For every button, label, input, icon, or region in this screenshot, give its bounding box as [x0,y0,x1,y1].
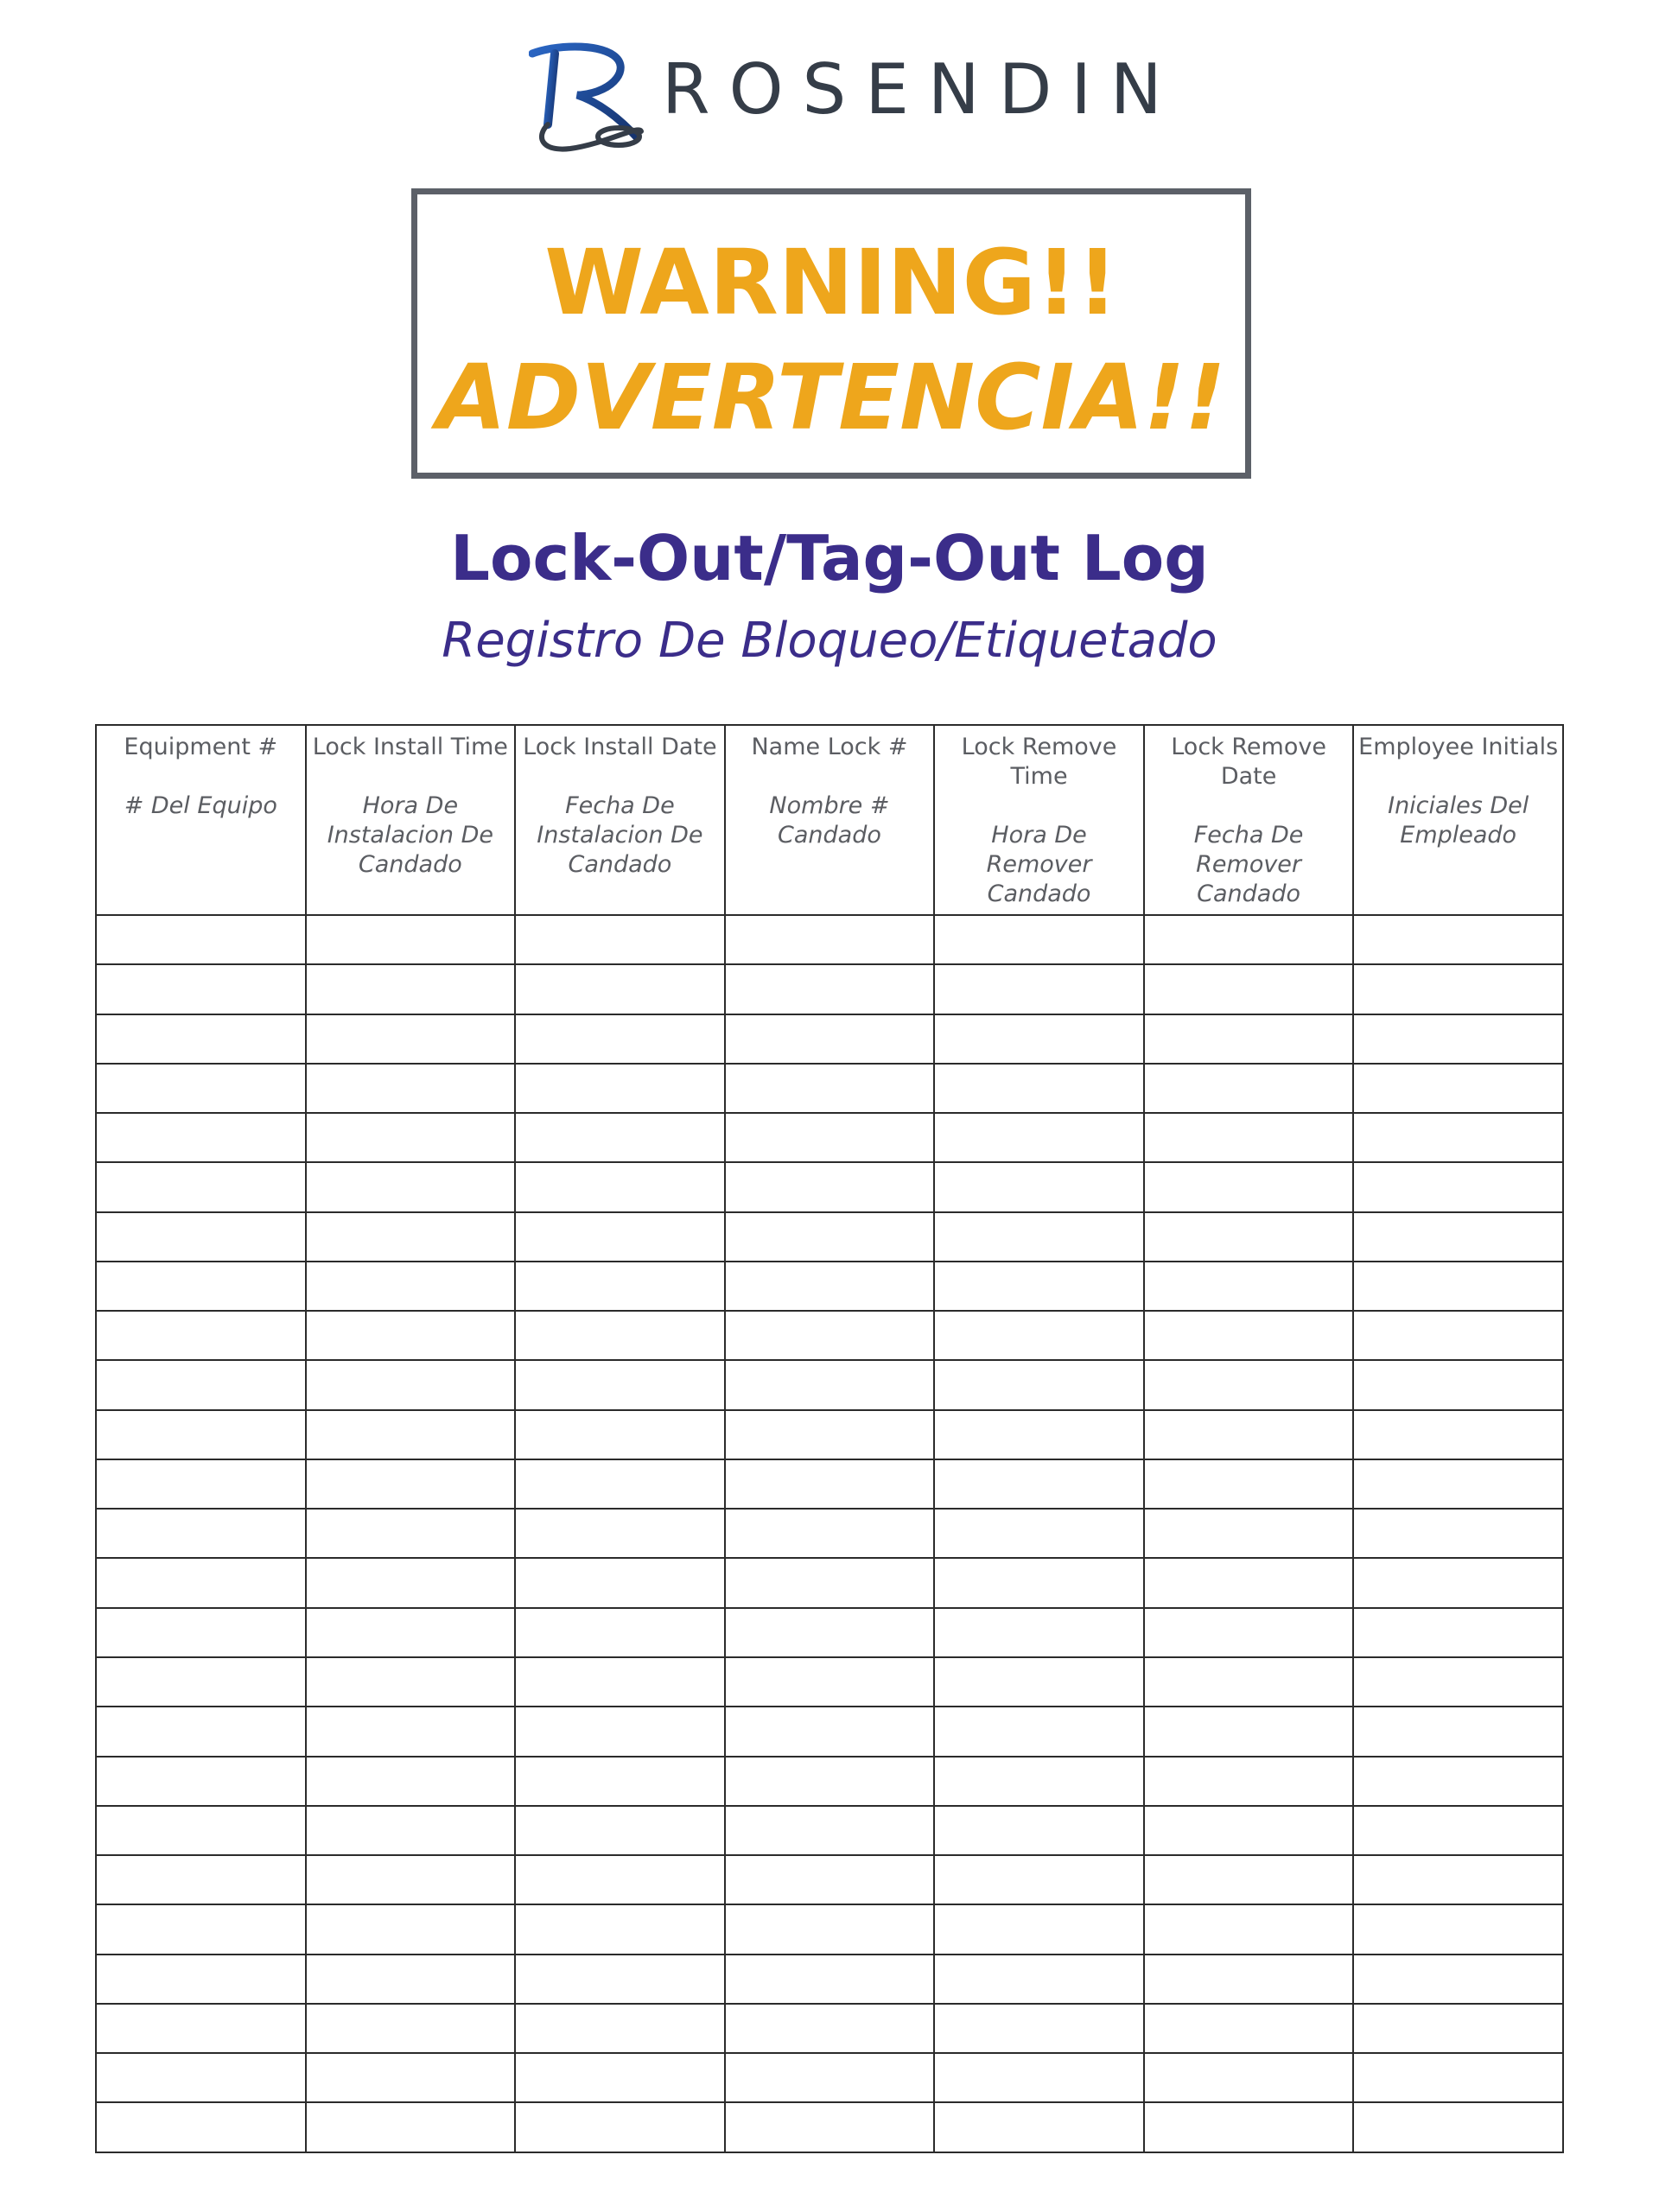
table-cell[interactable] [1144,1212,1354,1262]
column-header-label-spanish: Nombre # Candado [769,792,890,849]
table-cell[interactable] [934,1459,1144,1509]
table-row [96,1064,1563,1113]
table-cell[interactable] [306,1410,516,1459]
table-cell[interactable] [96,1657,306,1707]
table-cell[interactable] [1144,1064,1354,1113]
column-header-label-spanish: Iniciales Del Empleado [1388,792,1529,849]
table-cell[interactable] [306,1014,516,1064]
column-header-lock-remove-date [1144,725,1354,915]
table-cell[interactable] [725,1657,935,1707]
table-cell[interactable] [725,2102,935,2152]
table-cell[interactable] [725,1558,935,1607]
brand-wordmark: ROSENDIN [662,49,1181,130]
table-cell[interactable] [934,1608,1144,1657]
table-cell[interactable] [96,1855,306,1904]
table-cell[interactable] [934,964,1144,1014]
table-cell[interactable] [934,1262,1144,1311]
table-cell[interactable] [725,1410,935,1459]
column-header-label: Lock Install Date [523,734,717,760]
column-header-name-lock [725,725,935,915]
table-cell[interactable] [934,1904,1144,1954]
table-cell[interactable] [934,1657,1144,1707]
page-subtitle-spanish: Registro De Bloqueo/Etiquetado [442,613,1217,669]
table-cell[interactable] [725,1064,935,1113]
table-header-row [96,725,1563,915]
table-cell[interactable] [96,1509,306,1558]
table-row [96,2004,1563,2053]
warning-heading: WARNING!! [544,230,1118,335]
table-cell[interactable] [96,1410,306,1459]
table-cell[interactable] [515,1014,725,1064]
table-cell[interactable] [96,1014,306,1064]
table-cell[interactable] [1353,1064,1563,1113]
table-cell[interactable] [934,1311,1144,1360]
table-cell[interactable] [1353,1410,1563,1459]
table-cell[interactable] [1144,1014,1354,1064]
column-header-label: Equipment # [124,734,278,760]
table-cell[interactable] [1144,1608,1354,1657]
column-header-label-spanish: Fecha De Remover Candado [1193,822,1304,907]
table-cell[interactable] [1353,1311,1563,1360]
table-cell[interactable] [1144,915,1354,964]
table-row [96,1657,1563,1707]
table-row [96,964,1563,1014]
table-row [96,1558,1563,1607]
table-cell[interactable] [1353,1657,1563,1707]
table-body [96,915,1563,2152]
table-cell[interactable] [306,2053,516,2102]
table-cell[interactable] [1144,1459,1354,1509]
page-title: Lock-Out/Tag-Out Log [450,522,1209,594]
table-cell[interactable] [515,1459,725,1509]
table-cell[interactable] [96,1904,306,1954]
table-cell[interactable] [725,1608,935,1657]
table-cell[interactable] [1144,1262,1354,1311]
table-row [96,1459,1563,1509]
table-cell[interactable] [96,1311,306,1360]
table-cell[interactable] [515,1855,725,1904]
table-cell[interactable] [1353,1459,1563,1509]
table-row [96,1212,1563,1262]
table-cell[interactable] [1144,1113,1354,1162]
table-cell[interactable] [725,1360,935,1409]
table-cell[interactable] [1144,1955,1354,2004]
brand-logo [0,35,1659,156]
table-cell[interactable] [306,1707,516,1756]
table-cell[interactable] [96,1360,306,1409]
table-cell[interactable] [1353,1608,1563,1657]
table-cell[interactable] [725,1311,935,1360]
table-cell[interactable] [1144,2004,1354,2053]
table-cell[interactable] [1353,915,1563,964]
table-cell[interactable] [725,1806,935,1855]
table-cell[interactable] [1144,1558,1354,1607]
table-cell[interactable] [725,915,935,964]
warning-box [411,188,1251,479]
warning-heading-spanish: ADVERTENCIA!! [436,345,1226,450]
table-cell[interactable] [306,1558,516,1607]
table-cell[interactable] [934,2004,1144,2053]
table-cell[interactable] [96,2053,306,2102]
table-row [96,1410,1563,1459]
table-cell[interactable] [725,1262,935,1311]
table-cell[interactable] [515,1955,725,2004]
table-cell[interactable] [306,1360,516,1409]
table-cell[interactable] [306,1162,516,1211]
table-cell[interactable] [934,1855,1144,1904]
table-cell[interactable] [1144,1410,1354,1459]
table-cell[interactable] [934,1707,1144,1756]
table-cell[interactable] [306,1064,516,1113]
table-cell[interactable] [1353,1212,1563,1262]
table-cell[interactable] [306,1212,516,1262]
table-cell[interactable] [96,1113,306,1162]
table-row [96,1707,1563,1756]
table-cell[interactable] [515,1212,725,1262]
table-cell[interactable] [306,1262,516,1311]
table-cell[interactable] [725,1113,935,1162]
table-row [96,915,1563,964]
table-cell[interactable] [306,2102,516,2152]
table-cell[interactable] [306,1509,516,1558]
table-cell[interactable] [934,1162,1144,1211]
table-cell[interactable] [96,1955,306,2004]
table-cell[interactable] [306,2004,516,2053]
table-cell[interactable] [515,1657,725,1707]
table-cell[interactable] [306,1955,516,2004]
table-cell[interactable] [725,2053,935,2102]
table-cell[interactable] [934,1064,1144,1113]
table-cell[interactable] [934,1014,1144,1064]
table-cell[interactable] [515,1311,725,1360]
table-cell[interactable] [306,1113,516,1162]
table-cell[interactable] [96,1707,306,1756]
table-cell[interactable] [1353,1113,1563,1162]
table-cell[interactable] [515,1064,725,1113]
table-cell[interactable] [306,915,516,964]
table-row [96,1113,1563,1162]
table-cell[interactable] [1144,964,1354,1014]
table-cell[interactable] [96,1262,306,1311]
table-cell[interactable] [1353,1360,1563,1409]
table-cell[interactable] [96,1608,306,1657]
table-cell[interactable] [1353,1707,1563,1756]
table-cell[interactable] [934,1113,1144,1162]
table-cell[interactable] [96,1558,306,1607]
table-cell[interactable] [1353,1904,1563,1954]
table-cell[interactable] [96,964,306,1014]
table-row [96,2102,1563,2152]
column-header-employee-initials [1353,725,1563,915]
table-cell[interactable] [934,1212,1144,1262]
table-cell[interactable] [1353,1855,1563,1904]
table-cell[interactable] [1144,2053,1354,2102]
table-cell[interactable] [515,915,725,964]
table-cell[interactable] [934,1410,1144,1459]
table-cell[interactable] [1144,1855,1354,1904]
table-cell[interactable] [725,1855,935,1904]
table-cell[interactable] [1353,1014,1563,1064]
column-header-equipment [96,725,306,915]
column-header-lock-install-time [306,725,516,915]
table-cell[interactable] [725,1509,935,1558]
column-header-lock-remove-time [934,725,1144,915]
table-cell[interactable] [96,2004,306,2053]
table-cell[interactable] [725,1707,935,1756]
table-row [96,1855,1563,1904]
table-row [96,1608,1563,1657]
table-cell[interactable] [1353,2102,1563,2152]
table-row [96,1262,1563,1311]
table-row [96,1311,1563,1360]
table-cell[interactable] [1353,1262,1563,1311]
table-cell[interactable] [1144,1657,1354,1707]
table-cell[interactable] [934,1509,1144,1558]
table-cell[interactable] [306,1757,516,1806]
table-row [96,1904,1563,1954]
table-cell[interactable] [96,1459,306,1509]
table-cell[interactable] [96,1757,306,1806]
table-cell[interactable] [306,1459,516,1509]
table-cell[interactable] [515,1162,725,1211]
table-cell[interactable] [934,915,1144,964]
table-cell[interactable] [306,1657,516,1707]
column-header-label-spanish: Hora De Remover Candado [986,822,1092,907]
table-cell[interactable] [515,1904,725,1954]
table-cell[interactable] [96,1212,306,1262]
rosendin-r-logo-icon [529,41,650,154]
table-cell[interactable] [96,1162,306,1211]
table-cell[interactable] [1353,2004,1563,2053]
table-cell[interactable] [515,1262,725,1311]
table-cell[interactable] [96,2102,306,2152]
table-row [96,1014,1563,1064]
table-cell[interactable] [1144,1904,1354,1954]
lockout-log-table [95,724,1564,2153]
table-cell[interactable] [1353,1955,1563,2004]
column-header-label: Lock Remove Time [961,734,1117,790]
table-cell[interactable] [515,1558,725,1607]
table-cell[interactable] [725,1955,935,2004]
table-cell[interactable] [934,2102,1144,2152]
table-row [96,1360,1563,1409]
column-header-label-spanish: # Del Equipo [124,792,277,819]
table-cell[interactable] [1353,1558,1563,1607]
column-header-label: Lock Install Time [312,734,508,760]
table-row [96,1806,1563,1855]
table-cell[interactable] [515,1360,725,1409]
table-cell[interactable] [1144,1806,1354,1855]
table-cell[interactable] [515,1113,725,1162]
table-cell[interactable] [515,1757,725,1806]
column-header-label: Employee Initials [1358,734,1559,760]
table-cell[interactable] [934,2053,1144,2102]
table-cell[interactable] [515,1509,725,1558]
table-row [96,1955,1563,2004]
table-cell[interactable] [1353,964,1563,1014]
table-cell[interactable] [1353,2053,1563,2102]
table-cell[interactable] [515,1806,725,1855]
table-cell[interactable] [1353,1806,1563,1855]
table-cell[interactable] [96,915,306,964]
table-cell[interactable] [306,964,516,1014]
table-cell[interactable] [306,1904,516,1954]
table-cell[interactable] [934,1955,1144,2004]
table-cell[interactable] [934,1558,1144,1607]
column-header-lock-install-date [515,725,725,915]
table-cell[interactable] [725,964,935,1014]
table-cell[interactable] [515,1410,725,1459]
table-cell[interactable] [1353,1162,1563,1211]
table-cell[interactable] [934,1757,1144,1806]
column-header-label-spanish: Fecha De Instalacion De Candado [537,792,703,878]
table-cell[interactable] [306,1855,516,1904]
table-cell[interactable] [1144,1757,1354,1806]
table-cell[interactable] [1144,1311,1354,1360]
table-cell[interactable] [1144,1707,1354,1756]
table-cell[interactable] [725,1904,935,1954]
table-cell[interactable] [1353,1757,1563,1806]
table-cell[interactable] [934,1806,1144,1855]
column-header-label-spanish: Hora De Instalacion De Candado [327,792,493,878]
table-cell[interactable] [725,1757,935,1806]
table-cell[interactable] [1144,1162,1354,1211]
table-cell[interactable] [725,1162,935,1211]
column-header-label: Lock Remove Date [1171,734,1326,790]
table-cell[interactable] [515,2102,725,2152]
table-cell[interactable] [96,1064,306,1113]
table-row [96,1509,1563,1558]
table-cell[interactable] [1144,2102,1354,2152]
table-row [96,1757,1563,1806]
table-cell[interactable] [934,1360,1144,1409]
table-row [96,2053,1563,2102]
table-row [96,1162,1563,1211]
table-cell[interactable] [725,1014,935,1064]
table-cell[interactable] [306,1311,516,1360]
table-cell[interactable] [515,964,725,1014]
table-cell[interactable] [725,1212,935,1262]
table-cell[interactable] [725,2004,935,2053]
column-header-label: Name Lock # [751,734,908,760]
table-cell[interactable] [1144,1509,1354,1558]
table-cell[interactable] [515,1608,725,1657]
table-cell[interactable] [515,1707,725,1756]
table-cell[interactable] [306,1608,516,1657]
table-cell[interactable] [306,1806,516,1855]
table-cell[interactable] [515,2053,725,2102]
table-cell[interactable] [96,1806,306,1855]
table-cell[interactable] [515,2004,725,2053]
table-cell[interactable] [1144,1360,1354,1409]
table-cell[interactable] [725,1459,935,1509]
table-cell[interactable] [1353,1509,1563,1558]
